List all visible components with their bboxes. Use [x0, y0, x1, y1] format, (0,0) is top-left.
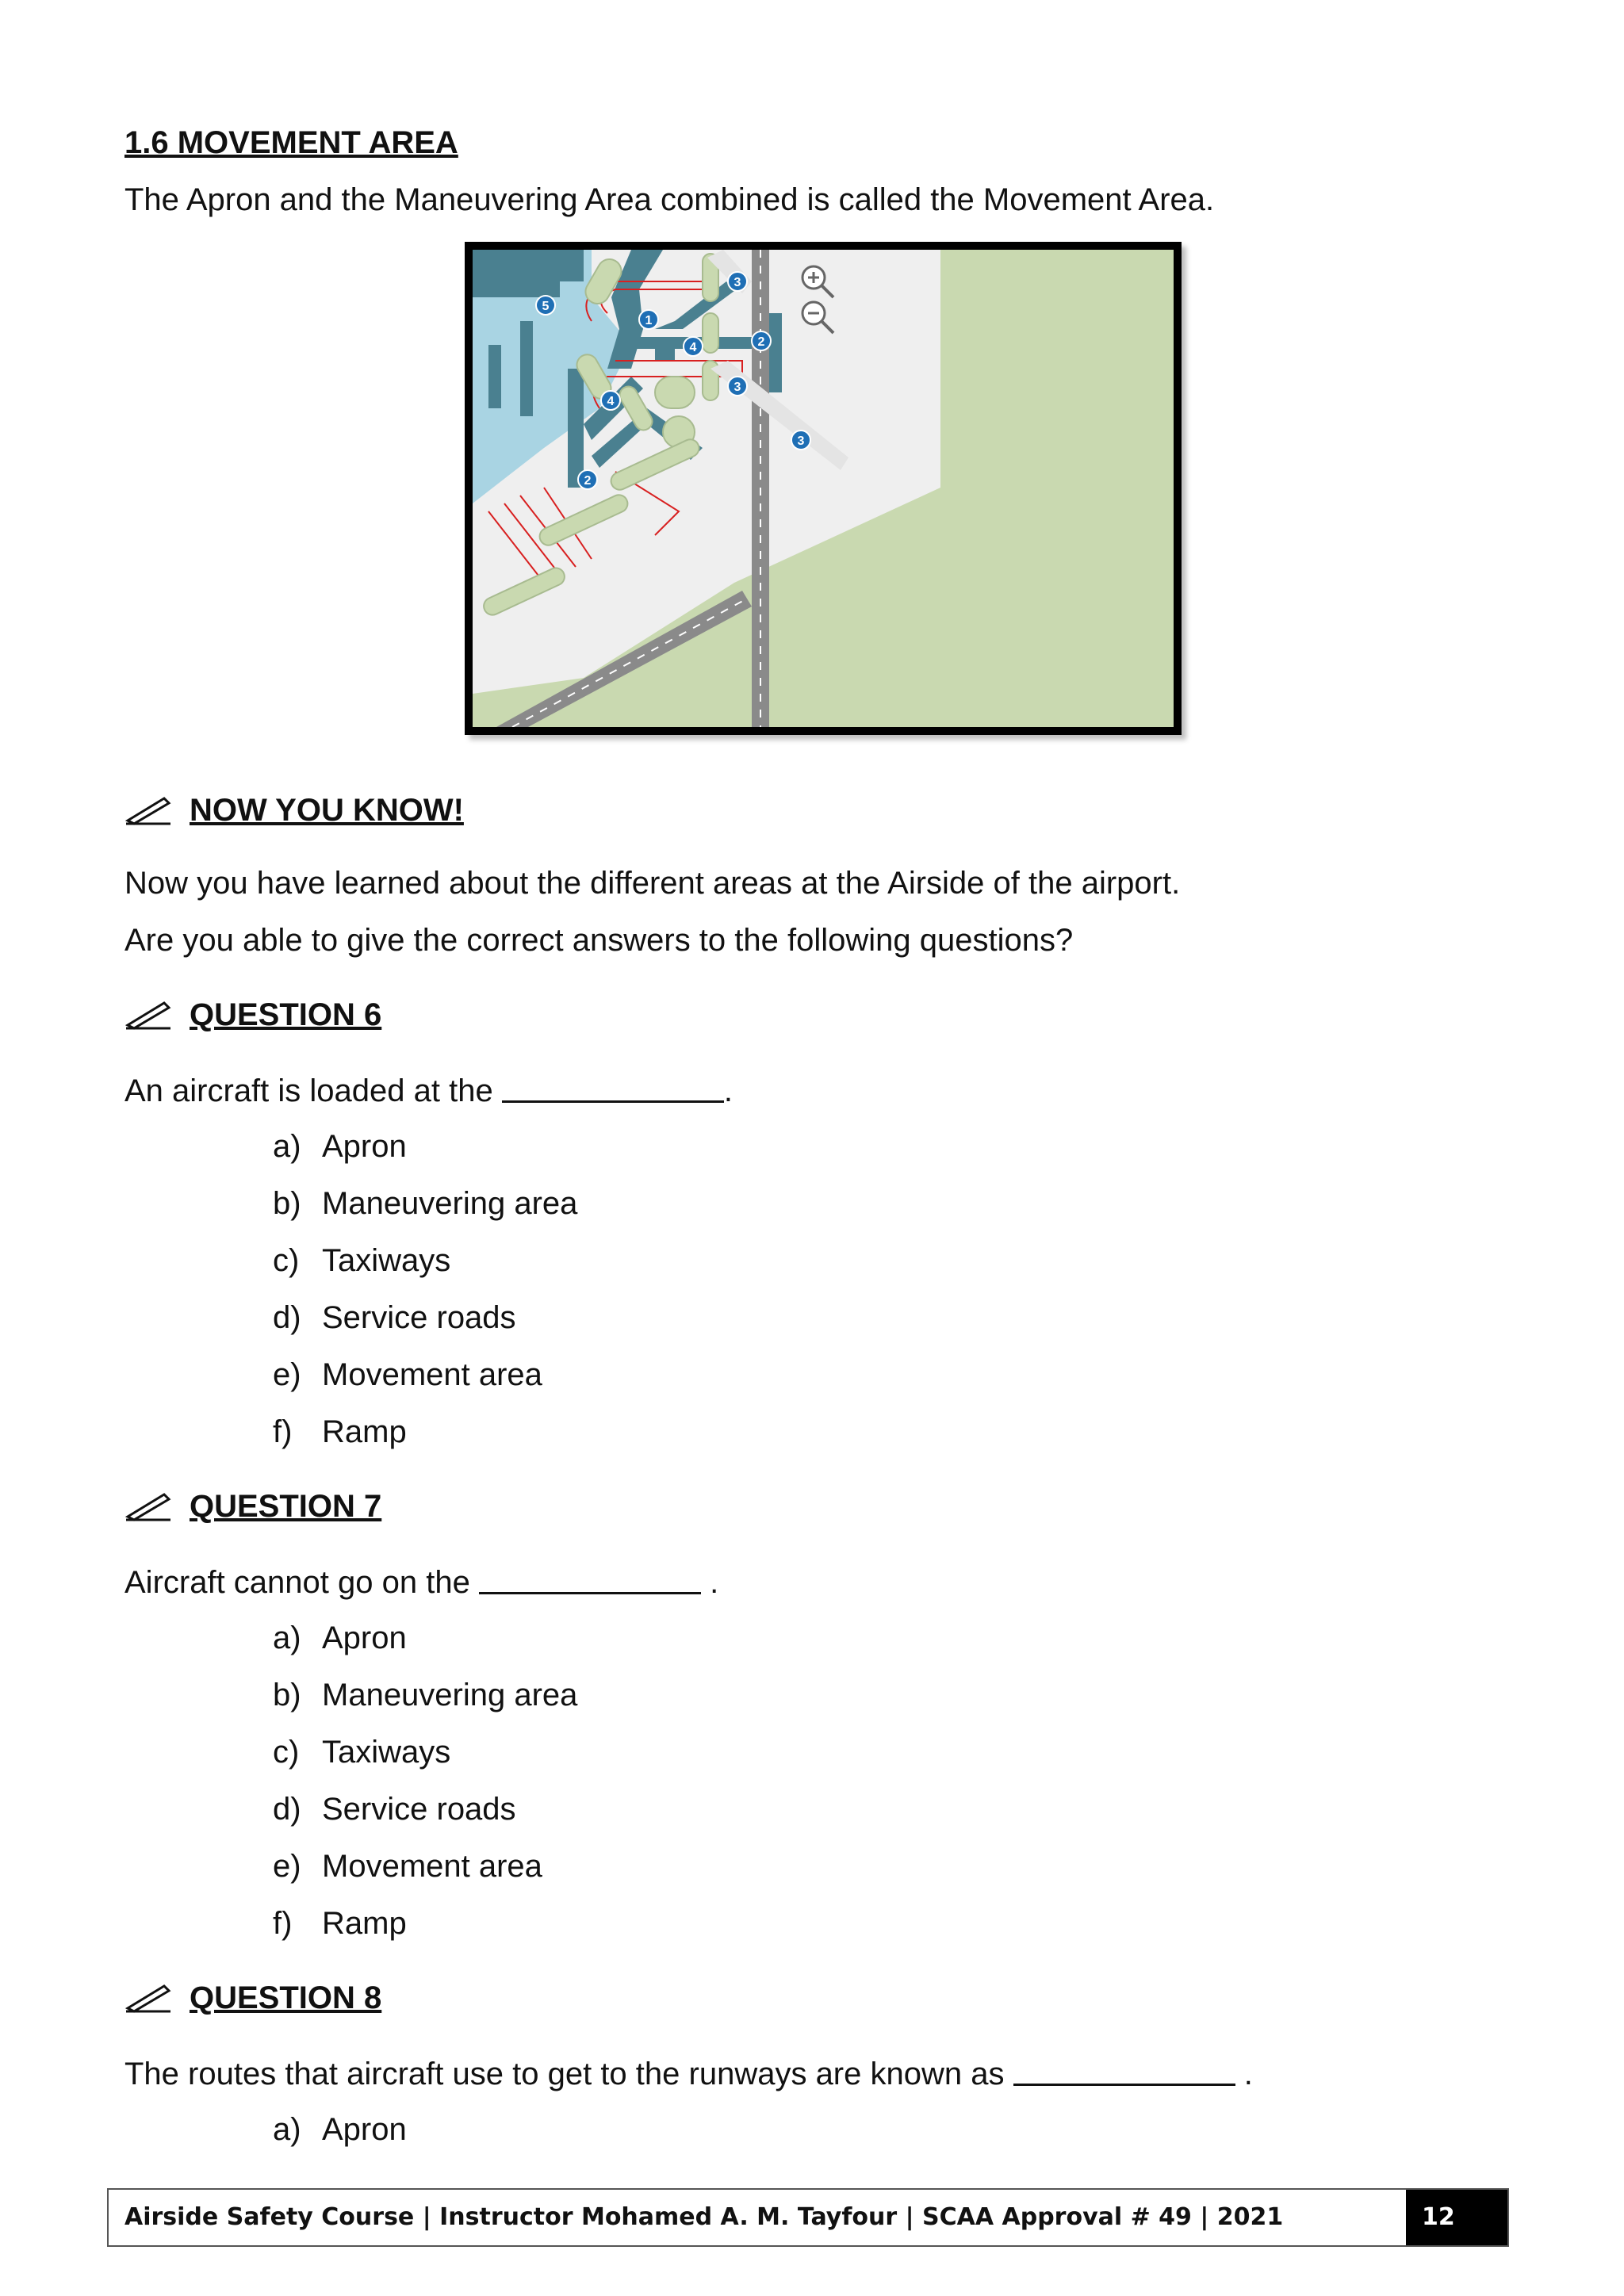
question-7-heading — [124, 1489, 381, 1525]
marker-4b — [601, 391, 620, 410]
question-6-stem: An aircraft is loaded at the . — [124, 1073, 733, 1108]
question-7-stem: Aircraft cannot go on the . — [124, 1565, 719, 1600]
marker-5 — [536, 296, 555, 315]
question-8-stem: The routes that aircraft use to get to the runways are known as . — [124, 2057, 1253, 2091]
q8-option-a: a) Apron — [273, 2112, 407, 2147]
svg-text:4: 4 — [689, 341, 697, 354]
q7-option-a: a) Apron — [273, 1621, 407, 1655]
section-title: 1.6 MOVEMENT AREA — [124, 125, 458, 160]
q6-option-d: d) Service roads — [273, 1300, 516, 1335]
question-8-heading — [124, 1980, 381, 2016]
marker-1 — [639, 310, 658, 329]
svg-text:3: 3 — [797, 434, 805, 448]
q6-option-c: c) Taxiways — [273, 1243, 451, 1278]
question-6-heading — [124, 997, 381, 1033]
q7-option-b: b) Maneuvering area — [273, 1678, 578, 1712]
airport-map — [473, 250, 1174, 727]
pencil-icon — [124, 794, 172, 825]
q6-option-b: b) Maneuvering area — [273, 1186, 578, 1221]
question-8-title: QUESTION 8 — [190, 1980, 382, 2015]
marker-4a — [684, 337, 703, 356]
footer-text: Airside Safety Course | Instructor Mohamed A. M. Tayfour | SCAA Approval # 49 | 2021 — [124, 2203, 1284, 2231]
marker-2a — [752, 331, 771, 350]
svg-text:1: 1 — [645, 314, 653, 327]
q6-option-e: e) Movement area — [273, 1357, 542, 1392]
svg-text:5: 5 — [542, 300, 550, 313]
answer-blank — [479, 1563, 701, 1594]
answer-blank — [502, 1072, 724, 1103]
q7-option-e: e) Movement area — [273, 1849, 542, 1884]
pencil-icon — [124, 1981, 172, 2013]
movement-area-diagram — [465, 242, 1182, 735]
page-number: 12 — [1406, 2190, 1507, 2245]
now-you-know-title: NOW YOU KNOW! — [190, 793, 464, 828]
q6-option-a: a) Apron — [273, 1129, 407, 1164]
pencil-icon — [124, 998, 172, 1030]
marker-2b — [578, 470, 597, 489]
now-you-know-heading — [124, 793, 464, 828]
now-you-know-line1: Now you have learned about the different areas at the Airside of the airport. — [124, 866, 1181, 901]
q7-option-f: f) Ramp — [273, 1906, 407, 1941]
section-intro: The Apron and the Maneuvering Area combined is called the Movement Area. — [124, 182, 1215, 217]
marker-3b — [728, 377, 747, 396]
q7-option-c: c) Taxiways — [273, 1735, 451, 1770]
question-6-title: QUESTION 6 — [190, 997, 382, 1032]
q6-option-f: f) Ramp — [273, 1414, 407, 1449]
page-footer — [107, 2188, 1509, 2247]
svg-text:3: 3 — [733, 276, 741, 289]
q7-option-d: d) Service roads — [273, 1792, 516, 1827]
pencil-icon — [124, 1490, 172, 1521]
answer-blank — [1013, 2055, 1235, 2086]
marker-3c — [791, 430, 810, 450]
svg-text:3: 3 — [733, 381, 741, 394]
now-you-know-line2: Are you able to give the correct answers to the following questions? — [124, 923, 1074, 958]
svg-text:2: 2 — [757, 335, 765, 349]
svg-text:4: 4 — [607, 395, 615, 408]
marker-3a — [728, 272, 747, 291]
svg-text:2: 2 — [584, 474, 592, 488]
question-7-title: QUESTION 7 — [190, 1489, 382, 1524]
